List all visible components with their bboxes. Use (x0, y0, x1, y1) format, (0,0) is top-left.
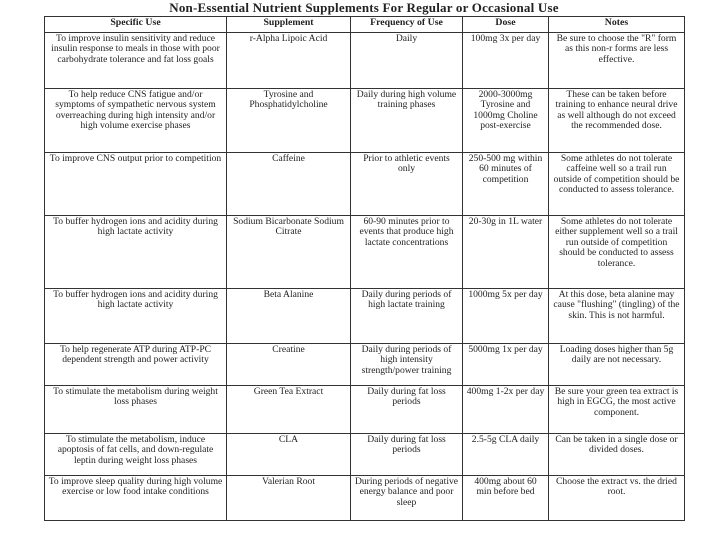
cell-frequency: Daily (351, 33, 463, 89)
cell-dose: 1000mg 5x per day (463, 289, 549, 344)
cell-notes: Choose the extract vs. the dried root. (549, 476, 685, 521)
table-row (45, 386, 685, 434)
cell-frequency: Daily during high volume training phases (351, 89, 463, 153)
cell-notes: Loading doses higher than 5g daily are not necessary. (549, 344, 685, 386)
cell-specific-use: To help regenerate ATP during ATP-PC dependent strength and power activity (45, 344, 227, 386)
cell-dose: 400mg 1-2x per day (463, 386, 549, 434)
table-row (45, 33, 685, 89)
table-row (45, 153, 685, 216)
table-row (45, 289, 685, 344)
cell-specific-use: To stimulate the metabolism, induce apoptosis of fat cells, and down-regulate leptin during weight loss phases (45, 434, 227, 476)
table-header-row (45, 17, 685, 33)
table-row (45, 89, 685, 153)
cell-supplement: Caffeine (227, 153, 351, 216)
cell-frequency: Daily during periods of high intensity strength/power training (351, 344, 463, 386)
cell-dose: 5000mg 1x per day (463, 344, 549, 386)
cell-frequency: Daily during fat loss periods (351, 386, 463, 434)
cell-notes: Can be taken in a single dose or divided doses. (549, 434, 685, 476)
column-header-supplement: Supplement (227, 17, 351, 33)
cell-notes: Be sure to choose the "R" form as this non-r forms are less effective. (549, 33, 685, 89)
cell-notes: Be sure your green tea extract is high in EGCG, the most active component. (549, 386, 685, 434)
cell-supplement: Valerian Root (227, 476, 351, 521)
column-header-specific-use: Specific Use (45, 17, 227, 33)
column-header-notes: Notes (549, 17, 685, 33)
table-row (45, 476, 685, 521)
cell-specific-use: To buffer hydrogen ions and acidity during high lactate activity (45, 216, 227, 289)
cell-specific-use: To help reduce CNS fatigue and/or symptoms of sympathetic nervous system overreaching during high intensity and/or high volume exercise phases (45, 89, 227, 153)
column-header-frequency: Frequency of Use (351, 17, 463, 33)
cell-frequency: 60-90 minutes prior to events that produce high lactate concentrations (351, 216, 463, 289)
cell-supplement: Creatine (227, 344, 351, 386)
cell-frequency: During periods of negative energy balance and poor sleep (351, 476, 463, 521)
cell-notes: At this dose, beta alanine may cause "flushing" (tingling) of the skin. This is not harmful. (549, 289, 685, 344)
cell-specific-use: To improve insulin sensitivity and reduce insulin response to meals in those with poor carbohydrate tolerance and fat loss goals (45, 33, 227, 89)
cell-dose: 2000-3000mg Tyrosine and 1000mg Choline post-exercise (463, 89, 549, 153)
table-row (45, 344, 685, 386)
table-row (45, 434, 685, 476)
cell-frequency: Prior to athletic events only (351, 153, 463, 216)
page-title: Non-Essential Nutrient Supplements For Regular or Occasional Use (169, 0, 559, 15)
cell-supplement: Sodium Bicarbonate Sodium Citrate (227, 216, 351, 289)
column-header-dose: Dose (463, 17, 549, 33)
cell-dose: 100mg 3x per day (463, 33, 549, 89)
cell-notes: These can be taken before training to enhance neural drive as well although do not exceed the recommended dose. (549, 89, 685, 153)
cell-supplement: r-Alpha Lipoic Acid (227, 33, 351, 89)
cell-frequency: Daily during fat loss periods (351, 434, 463, 476)
cell-supplement: Tyrosine and Phosphatidylcholine (227, 89, 351, 153)
cell-notes: Some athletes do not tolerate either supplement well so a trail run outside of competition should be conducted to assess tolerance. (549, 216, 685, 289)
cell-frequency: Daily during periods of high lactate training (351, 289, 463, 344)
cell-specific-use: To buffer hydrogen ions and acidity during high lactate activity (45, 289, 227, 344)
cell-specific-use: To stimulate the metabolism during weight loss phases (45, 386, 227, 434)
cell-notes: Some athletes do not tolerate caffeine well so a trail run outside of competition should be conducted to assess tolerance. (549, 153, 685, 216)
cell-specific-use: To improve CNS output prior to competition (45, 153, 227, 216)
cell-dose: 2.5-5g CLA daily (463, 434, 549, 476)
cell-supplement: CLA (227, 434, 351, 476)
table-row (45, 216, 685, 289)
cell-supplement: Green Tea Extract (227, 386, 351, 434)
supplement-table (44, 16, 685, 521)
cell-dose: 400mg about 60 min before bed (463, 476, 549, 521)
cell-supplement: Beta Alanine (227, 289, 351, 344)
cell-dose: 250-500 mg within 60 minutes of competition (463, 153, 549, 216)
cell-dose: 20-30g in 1L water (463, 216, 549, 289)
cell-specific-use: To improve sleep quality during high volume exercise or low food intake conditions (45, 476, 227, 521)
